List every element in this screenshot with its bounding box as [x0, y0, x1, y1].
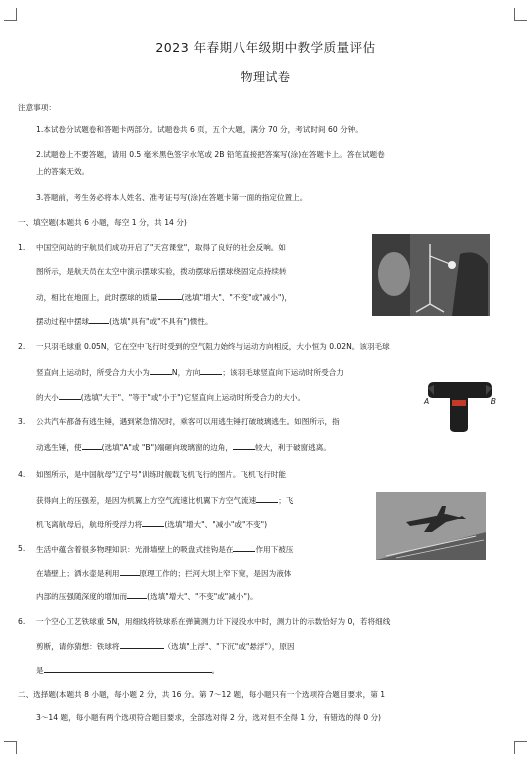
question-6-text-3b: 。 [211, 666, 220, 675]
question-5-text-1a: 生活中蕴含着很多物理知识：光滑墙壁上的吸盘式挂钩是在 [36, 545, 234, 554]
answer-blank[interactable] [120, 640, 164, 649]
corner-mark-top-left [4, 8, 17, 21]
question-2-text-2b: N，方向 [171, 368, 201, 377]
notice-item-3: 3.答题前，考生务必将本人姓名、准考证号写(涂)在答题卡第一面的指定位置上。 [36, 193, 308, 202]
question-3-line-2 [36, 441, 331, 454]
question-1-line-3 [36, 291, 292, 304]
question-6-line-2 [36, 640, 295, 653]
question-3-text-2a: 动逃生锤，使 [36, 443, 82, 452]
question-2-line-2 [36, 366, 344, 379]
question-2-line-3 [36, 391, 305, 404]
question-1-line-4 [36, 315, 213, 328]
answer-blank[interactable] [233, 543, 255, 552]
question-5-line-2 [36, 567, 291, 580]
question-5-line-3 [36, 590, 258, 603]
question-1-line-1: 中国空间站的宇航员们成功开启了"天宫课堂"，取得了良好的社会反响。如 [36, 243, 286, 252]
question-1-number: 1. [18, 243, 26, 252]
question-2-text-2a: 竖直向上运动时，所受合力大小为 [36, 368, 150, 377]
corner-mark-bottom-left [4, 741, 17, 754]
question-5-number: 5. [18, 544, 26, 553]
question-4-text-3a: 机飞离航母后，航母所受浮力将 [36, 520, 143, 529]
section-2-heading: 二、选择题(本题共 8 小题，每小题 2 分，共 16 分。第 7～12 题，每小题只有一个选项符合题目要求，第 1 [18, 690, 386, 699]
question-2-line-1: 一只羽毛球重 0.05N，它在空中飞行时受到的空气阻力始终与运动方向相反，大小恒为 0.02N。该羽毛球 [36, 342, 390, 351]
question-1-text-3a: 动，相比在地面上，此时摆球的质量 [36, 293, 158, 302]
figure-aircraft-carrier-photo [376, 492, 486, 560]
question-2-text-2c: ；该羽毛球竖直向下运动时所受合力 [222, 368, 344, 377]
pendulum-illustration [372, 234, 490, 316]
answer-blank[interactable] [89, 315, 109, 324]
question-5-text-2b: 原理工作的；拦河大坝上窄下宽，是因为液体 [139, 569, 292, 578]
question-4-text-3b: (选填"增大"、"减小"或"不变") [164, 520, 268, 529]
question-4-text-2a: 获得向上的压强差，是因为机翼上方空气流速比机翼下方空气流速 [36, 496, 257, 505]
answer-blank[interactable] [59, 391, 81, 400]
notice-item-1: 1.本试卷分试题卷和答题卡两部分。试题卷共 6 页，五个大题，满分 70 分，考试时间 60 分钟。 [36, 125, 363, 134]
question-5-text-2a: 在墙壁上；洒水壶是利用 [36, 569, 120, 578]
question-2-number: 2. [18, 342, 26, 351]
question-2-text-3b: (选填"大于"、"等于"或"小于")它竖直向上运动时所受合力的大小。 [80, 393, 306, 402]
question-5-text-3b: (选填"增大"、"不变"或"减小")。 [147, 592, 258, 601]
question-6-line-3 [36, 664, 219, 677]
question-1-text-3b: (选填"增大"、"不变"或"减小")， [181, 293, 292, 302]
question-3-text-2c: 较大，利于破窗逃离。 [255, 443, 331, 452]
hammer-label-a: A [424, 397, 430, 406]
question-4-text-2b: ；飞 [278, 496, 294, 505]
question-3-number: 3. [18, 417, 26, 426]
safety-hammer-illustration [422, 374, 498, 434]
notice-heading: 注意事项： [18, 103, 56, 112]
question-4-line-2 [36, 494, 293, 507]
answer-blank[interactable] [158, 291, 182, 300]
notice-item-2-cont: 上的答案无效。 [36, 167, 90, 176]
question-5-text-3a: 内部的压强随深度的增加而 [36, 592, 128, 601]
carrier-jet-illustration [376, 492, 486, 560]
answer-blank[interactable] [82, 441, 102, 450]
question-1-text-4a: 摆动过程中摆球 [36, 317, 90, 326]
answer-blank[interactable] [142, 518, 164, 527]
figure-pendulum-photo [372, 234, 490, 316]
corner-mark-top-right [514, 8, 527, 21]
question-1-text-4b: (选填"具有"或"不具有")惯性。 [109, 317, 213, 326]
corner-mark-bottom-right [514, 741, 527, 754]
question-5-line-1 [36, 543, 293, 556]
notice-item-2: 2.试题卷上不要答题，请用 0.5 毫米黑色签字水笔或 2B 铅笔直接把答案写(涂)在答题卡上。答在试题卷 [36, 150, 385, 159]
question-4-number: 4. [18, 470, 26, 479]
section-2-heading-cont: 3～14 题，每小题有两个选项符合题目要求，全部选对得 2 分，选对但不全得 1 分，有错选的得 0 分) [36, 713, 381, 722]
figure-safety-hammer [422, 374, 498, 434]
question-4-line-1: 如图所示，是中国航母"辽宁号"训练时舰载飞机飞行的图片。飞机飞行时能 [36, 470, 286, 479]
answer-blank[interactable] [120, 567, 140, 576]
question-6-text-3a: 是 [36, 666, 44, 675]
question-4-line-3 [36, 518, 267, 531]
answer-blank[interactable] [44, 664, 212, 673]
question-6-text-2a: 剪断，请你猜想：铁球将 [36, 642, 120, 651]
question-1-line-2: 图所示，是航天员在太空中演示摆球实验，拨动摆球后摆球绕固定点持续转 [36, 267, 287, 276]
answer-blank[interactable] [256, 494, 278, 503]
page-subtitle: 物理试卷 [240, 70, 291, 84]
section-1-heading: 一、填空题(本题共 6 小题，每空 1 分，共 14 分) [18, 218, 187, 227]
answer-blank[interactable] [233, 441, 255, 450]
answer-blank[interactable] [200, 366, 222, 375]
question-6-number: 6. [18, 617, 26, 626]
question-3-line-1: 公共汽车都备有逃生锤，遇到紧急情况时，乘客可以用逃生锤打破玻璃逃生。如图所示，指 [36, 417, 340, 426]
question-5-text-1b: 作用下被压 [255, 545, 294, 554]
question-3-text-2b: (选填"A"或 "B")端砸向玻璃窗的边角， [101, 443, 233, 452]
question-2-text-3a: 的大小 [36, 393, 59, 402]
answer-blank[interactable] [127, 590, 147, 599]
question-6-text-2b: （选填"上浮"、"下沉"或"悬浮"），原因 [163, 642, 295, 651]
question-6-line-1: 一个空心工艺铁球重 5N，用细线将铁球系在弹簧测力计下浸没水中时，测力计的示数恰好为 0，若将细线 [36, 617, 391, 626]
hammer-label-b: B [490, 397, 496, 406]
page-title: 2023 年春期八年级期中教学质量评估 [155, 40, 376, 55]
answer-blank[interactable] [150, 366, 172, 375]
